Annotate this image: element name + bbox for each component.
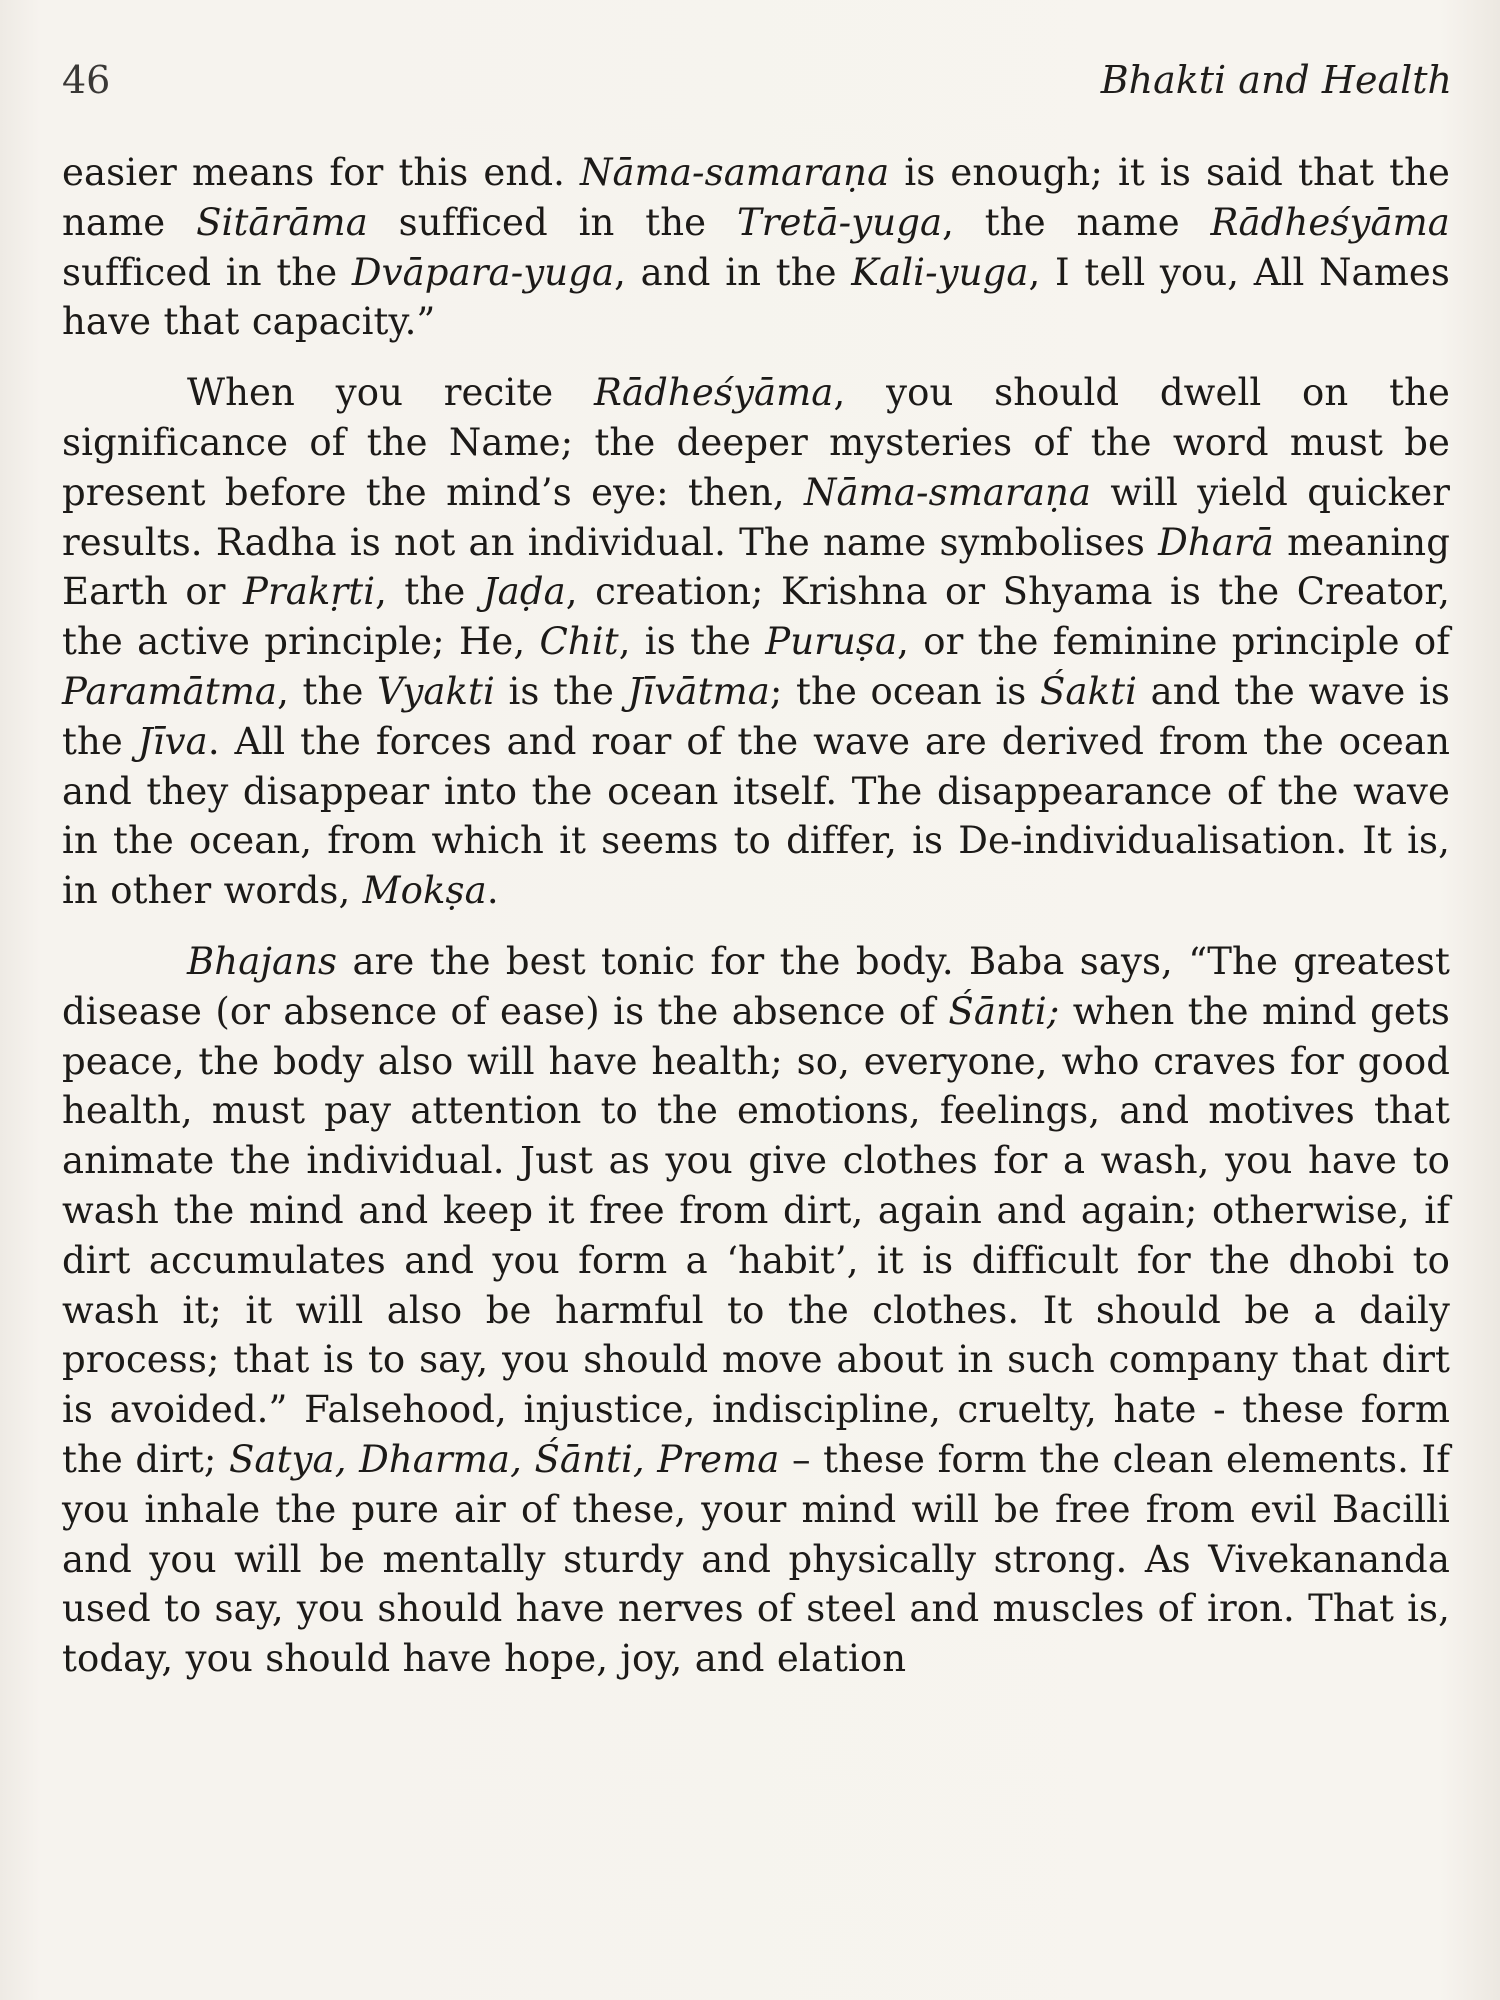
text-run: ; the ocean is [769,669,1040,713]
body-text [62,148,1450,1684]
italic-term: Kali-yuga [851,250,1029,294]
paragraph-3 [62,937,1450,1684]
text-run: . [486,869,499,913]
italic-term: Sitārāma [196,200,368,244]
text-run: sufficed in the [367,200,737,244]
italic-term: Jīva [137,719,208,763]
italic-term: Paramātma [62,669,278,713]
page-header [62,52,1452,112]
italic-term: Nāma-smaraṇa [804,470,1092,514]
text-run: . All the forces and roar of the wave are derived from the ocean and they disappear into the ocean itself. The disappearance of the wave in the ocean, from which it seems to differ, is De-individualisation. It is, in other words, [62,719,1450,913]
italic-term: Dvāpara-yuga [351,250,615,294]
italic-term: Prakṛti [242,570,376,614]
italic-term: Śakti [1039,669,1137,713]
italic-term: Jīvātma [627,669,770,713]
italic-term: Dharā [1158,520,1274,564]
text-run: are the best tonic for the body. Baba says, “The greatest disease (or absence of ease) is the absence of [62,939,1450,1033]
text-run: , the [375,570,483,614]
italic-term: Bhajans [187,939,338,983]
text-run: meaning Earth or [62,520,1450,614]
italic-term: Nāma-samaraṇa [580,151,890,194]
text-run: , and in the [614,250,852,294]
page-number: 46 [62,58,111,102]
italic-term: Rādheśyāma [594,371,834,415]
text-run: is the [494,669,628,713]
text-run: and the wave is the [62,669,1451,763]
italic-term: Rādheśyāma [1210,200,1450,244]
text-run: is enough; it is said that the name [62,151,1450,244]
italic-term: Puruṣa [765,620,898,664]
text-run: , I tell you, All Names have that capacity.” [62,250,1450,344]
italic-term: Mokṣa [362,869,487,913]
text-run: will yield quicker results. Radha is not an individual. The name symbolises [62,470,1450,564]
text-run: when the mind gets peace, the body also will have health; so, everyone, who craves for good health, must pay attention to the emotions, feelings, and motives that animate the individual. Just as you give clothes for a wash, you have to wash the mind and keep it free from dirt, again and again; otherwise, if dirt accumulates and you form a ‘habit’, it is difficult for the dhobi to wash it; it will also be harmful to the clothes. It should be a daily process; that is to say, you should move about in such company that dirt is avoided.” Falsehood, injustice, indiscipline, cruelty, hate - these form the dirt; [62,989,1450,1481]
italic-term: Śānti; [948,989,1060,1033]
italic-term: Satya, Dharma, Śānti, Prema [228,1437,780,1481]
running-title: Bhakti and Health [1100,58,1452,102]
text-run: – these form the clean elements. If you inhale the pure air of these, your mind will be free from evil Bacilli and you will be mentally sturdy and physically strong. As Vivekananda used to say, you should have nerves of steel and muscles of iron. That is, today, you should have hope, joy, and elation [62,1437,1450,1681]
italic-term: Jaḍa [482,570,566,614]
text-run: , the [277,669,378,713]
paragraph-1 [62,148,1450,347]
text-run: , you should dwell on the significance of the Name; the deeper mysteries of the word must be present before the mind’s eye: then, [62,371,1450,514]
italic-term: Tretā-yuga [736,200,943,244]
italic-term: Chit [539,620,619,664]
text-run: easier means for this end. [62,151,581,194]
text-run: , or the feminine principle of [897,620,1451,664]
text-run: , is the [618,620,766,664]
text-run: sufficed in the [62,250,352,294]
paragraph-2 [62,368,1450,916]
text-run: , creation; Krishna or Shyama is the Creator, the active principle; He, [62,570,1450,664]
text-run: When you recite [187,371,595,415]
text-run: , the name [942,200,1211,244]
italic-term: Vyakti [377,669,495,713]
